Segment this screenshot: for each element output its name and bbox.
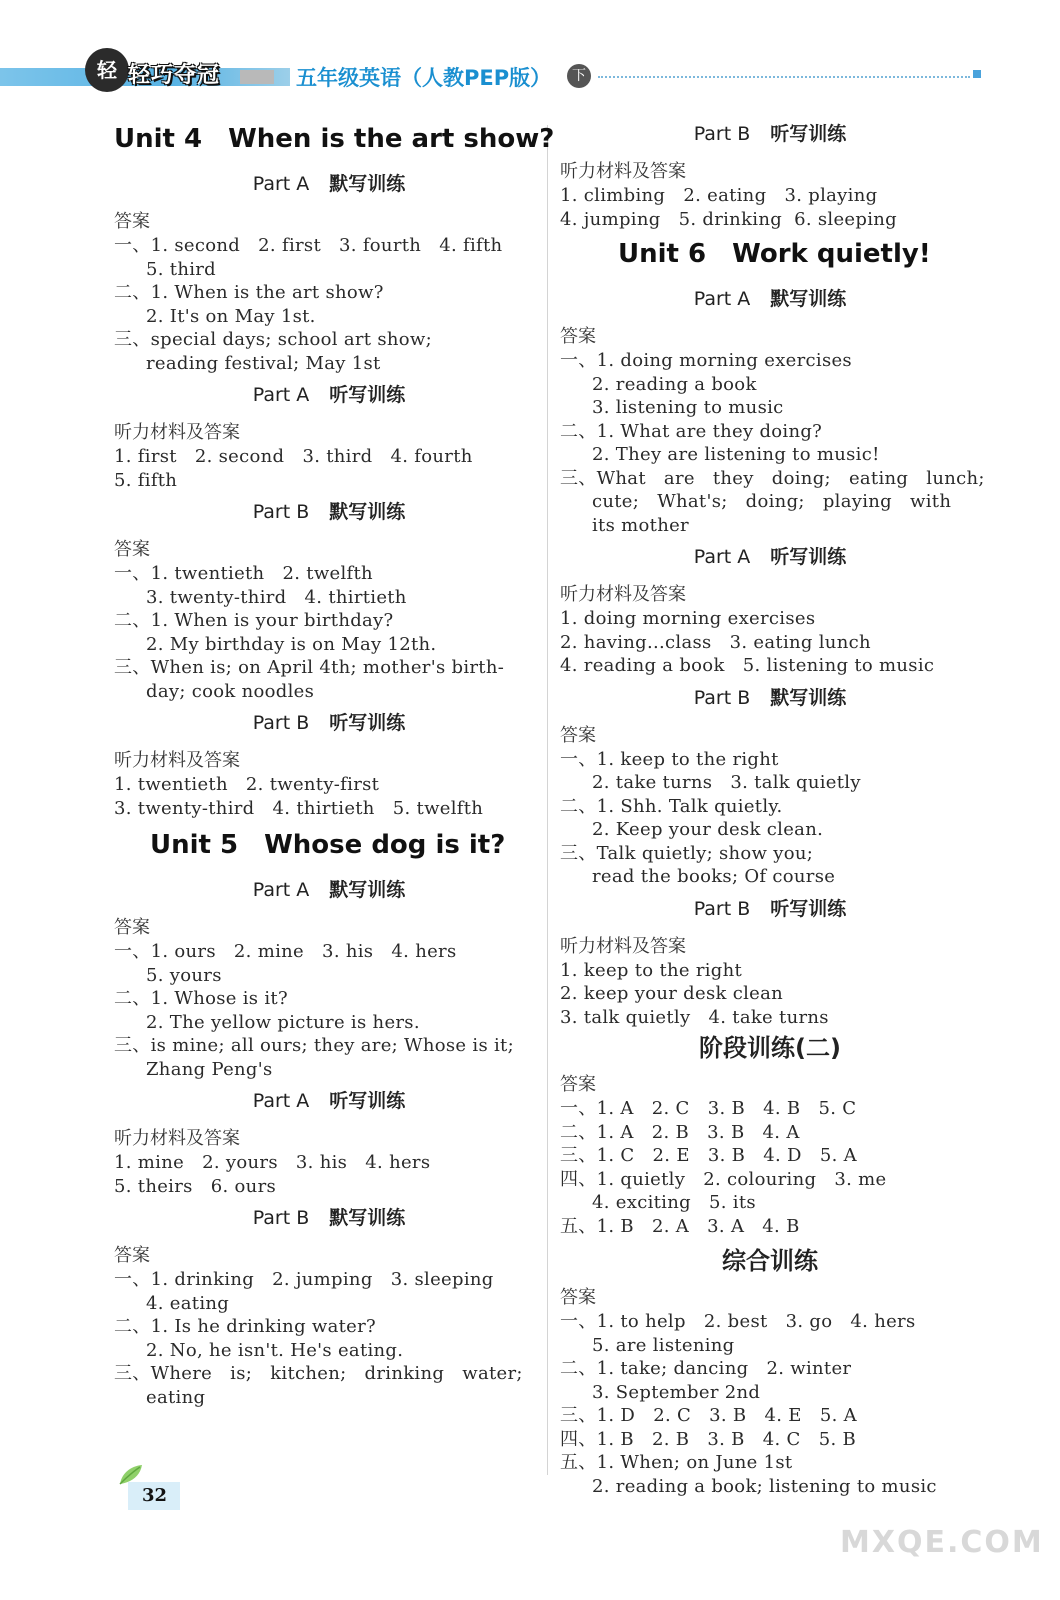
section-heading: Part B 默写训练 <box>693 686 847 709</box>
answer-line: 二、1. take; dancing 2. winter <box>560 1358 852 1379</box>
answer-label: 听力材料及答案 <box>560 584 686 605</box>
answer-label: 答案 <box>560 1074 596 1095</box>
answer-line: 1. keep to the right <box>560 959 743 981</box>
answer-line: 2. They are listening to music! <box>592 444 880 465</box>
answer-label: 答案 <box>560 1287 596 1308</box>
answer-line: 四、1. quietly 2. colouring 3. me <box>560 1168 887 1190</box>
answer-label: 答案 <box>114 211 150 232</box>
answer-line: 1. mine 2. yours 3. his 4. hers <box>114 1152 431 1173</box>
answer-line: 三、1. C 2. E 3. B 4. D 5. A <box>560 1145 857 1166</box>
answer-line: 5. theirs 6. ours <box>114 1175 277 1197</box>
section-heading: Part A 默写训练 <box>252 879 406 901</box>
answer-line: 5. third <box>146 258 217 280</box>
answer-label: 听力材料及答案 <box>560 935 686 957</box>
answer-line: 2. having...class 3. eating lunch <box>560 631 871 653</box>
section-heading: Part A 听写训练 <box>252 1090 406 1112</box>
answer-line: day; cook noodles <box>146 680 315 702</box>
section-heading: Part B 默写训练 <box>252 501 406 523</box>
answer-line: 二、1. Is he drinking water? <box>114 1316 376 1337</box>
section-heading: Part A 听写训练 <box>693 546 847 568</box>
answer-line: 一、1. second 2. first 3. fourth 4. fifth <box>114 235 503 256</box>
answer-line: 1. doing morning exercises <box>560 608 816 629</box>
answer-line: 2. reading a book <box>592 373 757 395</box>
answer-line: 2. reading a book; listening to music <box>592 1475 937 1497</box>
answer-line: 3. September 2nd <box>592 1381 761 1403</box>
answer-line: Zhang Peng's <box>146 1058 273 1080</box>
answer-line: 五、1. B 2. A 3. A 4. B <box>560 1215 800 1237</box>
header-square-icon <box>973 70 981 78</box>
answer-line: 三、is mine; all ours; they are; Whose is it; <box>114 1035 514 1056</box>
answer-line: reading festival; May 1st <box>146 352 381 374</box>
answer-line: 3. twenty-third 4. thirtieth 5. twelfth <box>114 797 484 819</box>
answer-line: 1. first 2. second 3. third 4. fourth <box>114 446 473 467</box>
answer-line: 三、Where is; kitchen; drinking water; <box>114 1363 523 1384</box>
answer-line: 三、special days; school art show; <box>114 329 432 350</box>
section-heading: Part A 默写训练 <box>693 288 847 310</box>
answer-line: 二、1. Whose is it? <box>114 988 288 1009</box>
answer-label: 听力材料及答案 <box>114 422 240 443</box>
header-gray-block <box>240 70 274 84</box>
volume-badge: 下 <box>567 64 591 88</box>
answer-line: 三、Talk quietly; show you; <box>560 842 814 864</box>
answer-line: 四、1. B 2. B 3. B 4. C 5. B <box>560 1428 857 1450</box>
right-column <box>560 118 985 1498</box>
section-heading: Part A 默写训练 <box>252 173 406 195</box>
answer-label: 听力材料及答案 <box>560 161 686 182</box>
unit-5-title: Unit 5 Whose dog is it? <box>150 830 506 860</box>
answer-line: 一、1. ours 2. mine 3. his 4. hers <box>114 941 457 962</box>
answer-line: 一、1. drinking 2. jumping 3. sleeping <box>114 1269 494 1290</box>
answer-line: 1. climbing 2. eating 3. playing <box>560 185 878 206</box>
answer-line: 一、1. A 2. C 3. B 4. B 5. C <box>560 1098 857 1119</box>
unit-6-title: Unit 6 Work quietly! <box>618 239 931 269</box>
header-dotted-rule <box>598 76 970 78</box>
answer-line: 4. exciting 5. its <box>592 1192 756 1213</box>
answer-line: 三、What are they doing; eating lunch; <box>560 467 985 489</box>
answer-line: 二、1. When is your birthday? <box>114 610 394 631</box>
answer-line: 2. keep your desk clean <box>560 983 784 1004</box>
answer-line: 3. listening to music <box>592 397 784 418</box>
answer-line: its mother <box>592 514 689 536</box>
answer-label: 答案 <box>560 724 596 746</box>
answer-line: 一、1. keep to the right <box>560 748 779 770</box>
answer-line: 2. My birthday is on May 12th. <box>146 633 437 655</box>
column-divider <box>547 125 548 1475</box>
answer-label: 答案 <box>114 917 150 938</box>
answer-label: 听力材料及答案 <box>114 1128 240 1149</box>
stage-training-title: 阶段训练(二) <box>699 1034 841 1062</box>
answer-line: 4. jumping 5. drinking 6. sleeping <box>560 208 897 230</box>
answer-line: 1. twentieth 2. twenty-first <box>114 774 380 795</box>
brand-name: 轻巧夺冠 <box>128 63 221 88</box>
answer-line: 5. fifth <box>114 469 178 491</box>
answer-line: 二、1. Shh. Talk quietly. <box>560 795 783 817</box>
answer-label: 答案 <box>114 1245 150 1266</box>
answer-line: 2. No, he isn't. He's eating. <box>146 1339 404 1361</box>
answer-label: 答案 <box>114 539 150 560</box>
answer-line: 4. eating <box>146 1292 230 1314</box>
answer-line: 一、1. to help 2. best 3. go 4. hers <box>560 1311 916 1332</box>
section-heading: Part B 听写训练 <box>693 897 847 920</box>
answer-line: 3. twenty-third 4. thirtieth <box>146 586 407 608</box>
answer-line: 三、1. D 2. C 3. B 4. E 5. A <box>560 1405 857 1426</box>
answer-line: 一、1. twentieth 2. twelfth <box>114 563 373 584</box>
answer-line: cute; What's; doing; playing with <box>592 491 952 512</box>
answer-line: eating <box>146 1386 206 1408</box>
brand-logo-icon: 轻 <box>85 48 129 92</box>
answer-line: 二、1. What are they doing? <box>560 420 823 442</box>
answer-line: 一、1. doing morning exercises <box>560 350 852 371</box>
section-heading: Part B 听写训练 <box>693 123 847 145</box>
answer-line: 2. The yellow picture is hers. <box>146 1011 420 1033</box>
section-heading: Part A 听写训练 <box>252 384 406 406</box>
answer-line: 2. It's on May 1st. <box>146 305 316 327</box>
answer-line: 2. take turns 3. talk quietly <box>592 772 861 793</box>
unit-4-title: Unit 4 When is the art show? <box>114 124 555 154</box>
answer-line: 二、1. When is the art show? <box>114 282 384 303</box>
comprehensive-training-title: 综合训练 <box>722 1247 818 1275</box>
answer-line: 4. reading a book 5. listening to music <box>560 655 935 676</box>
answer-line: 3. talk quietly 4. take turns <box>560 1006 829 1028</box>
answer-line: 二、1. A 2. B 3. B 4. A <box>560 1121 800 1143</box>
answer-line: 5. are listening <box>592 1334 735 1356</box>
answer-line: 2. Keep your desk clean. <box>592 819 824 840</box>
watermark: MXQE.COM <box>840 1525 1044 1560</box>
section-heading: Part B 听写训练 <box>252 712 406 734</box>
section-heading: Part B 默写训练 <box>252 1207 406 1229</box>
answer-line: 5. yours <box>146 964 222 986</box>
book-title: 五年级英语（人教PEP版） <box>296 66 552 90</box>
page-header <box>0 0 1060 115</box>
answer-line: 三、When is; on April 4th; mother's birth- <box>114 657 505 678</box>
page-number: 32 <box>128 1482 180 1510</box>
answer-line: read the books; Of course <box>592 866 836 887</box>
left-column <box>114 118 555 1409</box>
answer-label: 听力材料及答案 <box>114 750 240 771</box>
answer-line: 五、1. When; on June 1st <box>560 1452 793 1473</box>
answer-label: 答案 <box>560 326 596 347</box>
